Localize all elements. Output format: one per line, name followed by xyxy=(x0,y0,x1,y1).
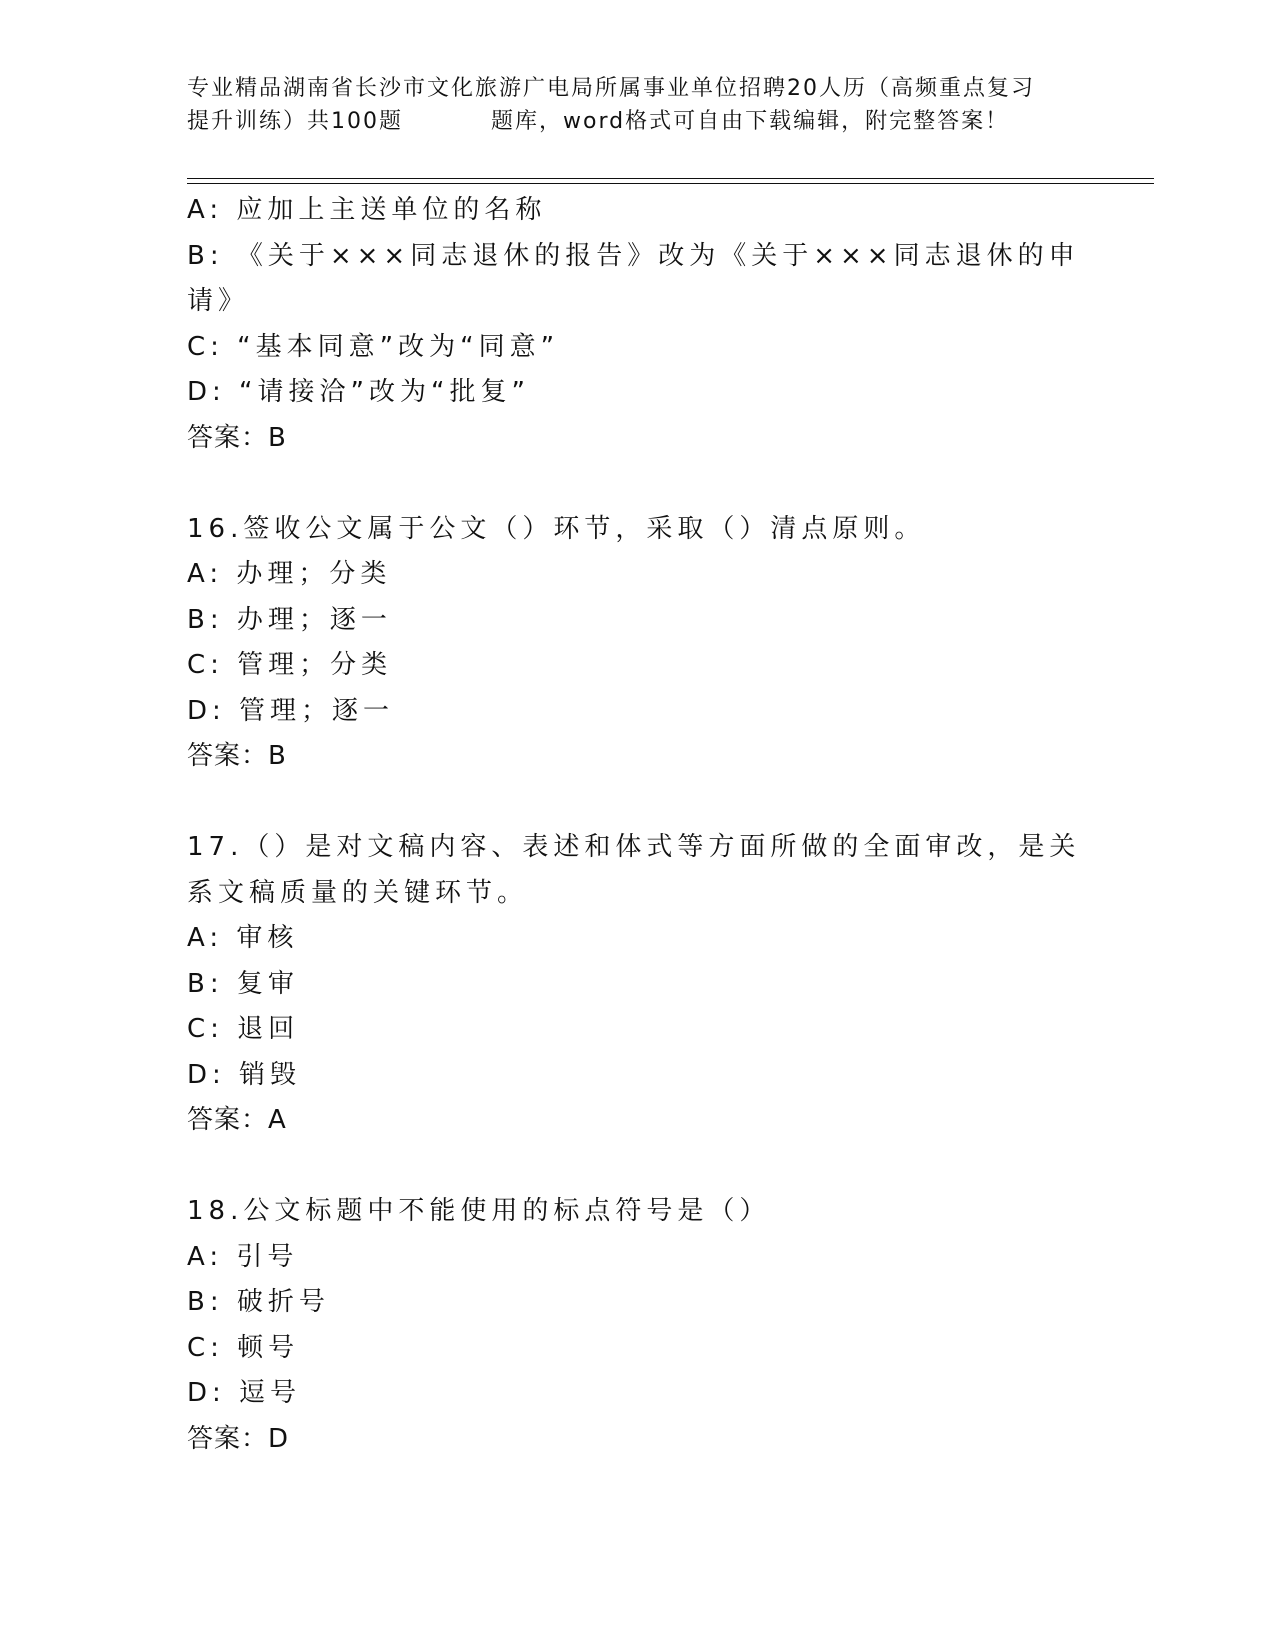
option-b: B: 复审 xyxy=(187,968,299,999)
question-stem: 18.公文标题中不能使用的标点符号是（） xyxy=(187,1196,771,1226)
question-stem: 16.签收公文属于公文（）环节，采取（）清点原则。 xyxy=(187,513,926,544)
header-line-1: 专业精品湖南省长沙市文化旅游广电局所属事业单位招聘20人历（高频重点复习 xyxy=(187,76,1035,101)
option-a: A: 应加上主送单位的名称 xyxy=(187,195,547,225)
document-header xyxy=(187,72,1087,138)
header-rule-top xyxy=(187,178,1154,179)
option-d: D: 销毁 xyxy=(187,1059,302,1090)
question-16 xyxy=(187,507,1087,780)
header-rule-bottom xyxy=(187,183,1154,184)
option-c: C: 退回 xyxy=(187,1014,300,1044)
question-stem: 17.（）是对文稿内容、表述和体式等方面所做的全面审改，是关系文稿质量的关键环节。 xyxy=(187,832,1081,908)
option-a: A: 引号 xyxy=(187,1241,299,1272)
question-17 xyxy=(187,825,1087,1144)
option-c: C: “基本同意”改为“同意” xyxy=(187,331,560,362)
answer: 答案：D xyxy=(187,1423,290,1454)
answer: 答案：B xyxy=(187,422,287,453)
question-18 xyxy=(187,1189,1087,1462)
option-b: B: 办理；逐一 xyxy=(187,604,392,635)
option-d: D: “请接洽”改为“批复” xyxy=(187,377,530,407)
header-line-2 xyxy=(187,105,1087,138)
option-b: B: 破折号 xyxy=(187,1287,330,1317)
header-line-2-end: 题库，word格式可自由下载编辑，附完整答案！ xyxy=(491,109,1010,134)
option-c: C: 顿号 xyxy=(187,1332,300,1363)
answer: 答案：A xyxy=(187,1105,287,1135)
option-a: A: 办理；分类 xyxy=(187,559,392,589)
option-a: A: 审核 xyxy=(187,923,299,953)
header-line-2-start: 提升训练）共100题 xyxy=(187,109,403,134)
option-b: B: 《关于×××同志退休的报告》改为《关于×××同志退休的申请》 xyxy=(187,240,1080,316)
question-15-continued xyxy=(187,188,1087,461)
option-d: D: 管理；逐一 xyxy=(187,695,395,726)
option-d: D: 逗号 xyxy=(187,1378,302,1408)
option-c: C: 管理；分类 xyxy=(187,650,393,680)
question-list xyxy=(187,188,1087,1462)
answer: 答案：B xyxy=(187,741,287,771)
